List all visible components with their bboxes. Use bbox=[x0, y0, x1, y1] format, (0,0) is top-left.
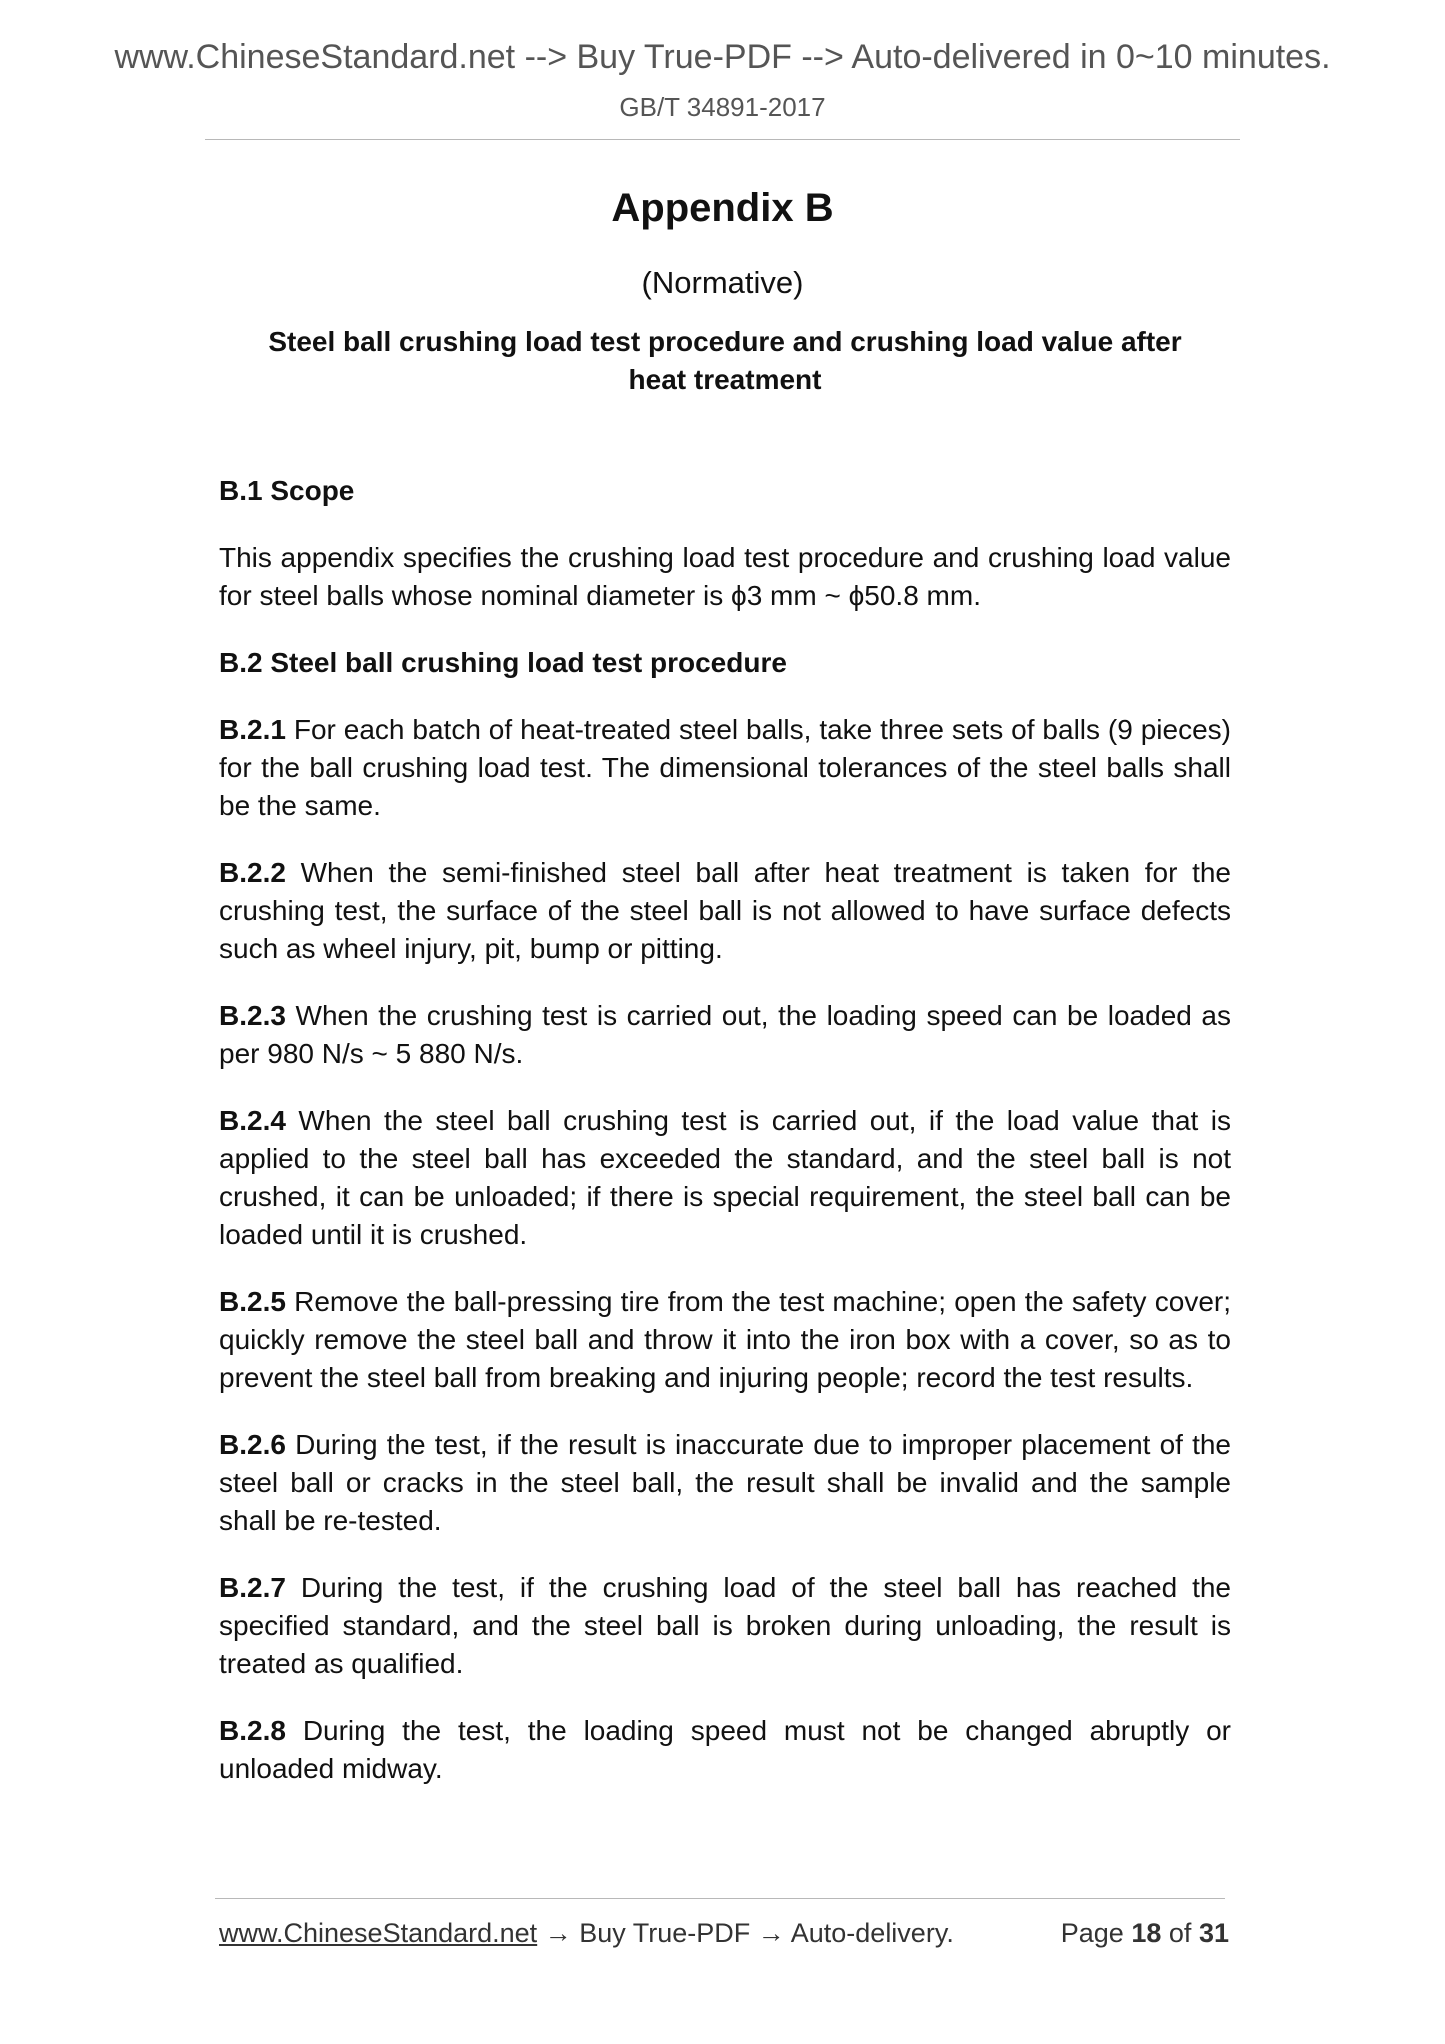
clause-number: B.2.4 bbox=[219, 1105, 286, 1136]
clause-b2-6 bbox=[219, 1426, 1231, 1540]
appendix-heading bbox=[220, 323, 1230, 399]
page-footer bbox=[219, 1918, 1229, 1958]
footer-left bbox=[219, 1918, 954, 1949]
page-of: of bbox=[1168, 1918, 1192, 1948]
clause-number: B.2.3 bbox=[219, 1000, 286, 1031]
clause-text: When the steel ball crushing test is carried out, if the load value that is applied to the steel ball has exceeded the standard, and the steel ball is not crushed, it can be unloaded; if there is special requirement, the steel ball can be loaded until it is crushed. bbox=[219, 1105, 1231, 1250]
page-indicator bbox=[1061, 1918, 1229, 1949]
clause-b2-3 bbox=[219, 997, 1231, 1073]
clause-b2-7 bbox=[219, 1569, 1231, 1683]
header-banner: www.ChineseStandard.net --> Buy True-PDF --> Auto-delivered in 0~10 minutes. bbox=[114, 38, 1331, 76]
clause-b2-2 bbox=[219, 854, 1231, 968]
appendix-title: Appendix B bbox=[611, 186, 834, 230]
clause-b2-4 bbox=[219, 1102, 1231, 1254]
clause-b2-8 bbox=[219, 1712, 1231, 1788]
clause-number: B.2.5 bbox=[219, 1286, 286, 1317]
page-label: Page bbox=[1060, 1918, 1124, 1948]
appendix-type: (Normative) bbox=[641, 265, 804, 300]
clause-b2-5 bbox=[219, 1283, 1231, 1397]
paragraph-b1: This appendix specifies the crushing load test procedure and crushing load value for steel balls whose nominal diameter is ϕ3 mm ~ ϕ50.8 mm. bbox=[219, 542, 1231, 611]
footer-delivery-text: → Buy True-PDF → Auto-delivery. bbox=[537, 1918, 954, 1948]
clause-number: B.2.1 bbox=[219, 714, 286, 745]
clause-text: For each batch of heat-treated steel balls, take three sets of balls (9 pieces) for the ball crushing load test. The dimensional tolerances of the steel balls shall be the same. bbox=[219, 714, 1231, 821]
header-divider bbox=[205, 139, 1240, 140]
document-body bbox=[219, 472, 1231, 1817]
footer-website-link[interactable]: www.ChineseStandard.net bbox=[219, 1918, 538, 1948]
clause-number: B.2.8 bbox=[219, 1715, 286, 1746]
clause-text: When the semi-finished steel ball after heat treatment is taken for the crushing test, the surface of the steel ball is not allowed to have surface defects such as wheel injury, pit, bump or pitting. bbox=[219, 857, 1231, 964]
section-heading-b1: B.1 Scope bbox=[219, 475, 355, 506]
clause-number: B.2.7 bbox=[219, 1572, 286, 1603]
page-current: 18 bbox=[1131, 1918, 1162, 1948]
clause-number: B.2.6 bbox=[219, 1429, 286, 1460]
clause-text: During the test, if the crushing load of the steel ball has reached the specified standard, and the steel ball is broken during unloading, the result is treated as qualified. bbox=[219, 1572, 1231, 1679]
clause-text: Remove the ball-pressing tire from the test machine; open the safety cover; quickly remove the steel ball and throw it into the iron box with a cover, so as to prevent the steel ball from breaking and injuring people; record the test results. bbox=[219, 1286, 1231, 1393]
clause-text: When the crushing test is carried out, the loading speed can be loaded as per 980 N/s ~ 5 880 N/s. bbox=[219, 1000, 1231, 1069]
footer-divider bbox=[215, 1898, 1225, 1899]
clause-number: B.2.2 bbox=[219, 857, 286, 888]
clause-b2-1 bbox=[219, 711, 1231, 825]
page-total: 31 bbox=[1198, 1918, 1229, 1948]
section-heading-b2: B.2 Steel ball crushing load test procedure bbox=[219, 647, 787, 678]
clause-text: During the test, the loading speed must not be changed abruptly or unloaded midway. bbox=[219, 1715, 1231, 1784]
appendix-heading-line2: heat treatment bbox=[628, 364, 822, 395]
clause-text: During the test, if the result is inaccurate due to improper placement of the steel ball or cracks in the steel ball, the result shall be invalid and the sample shall be re-tested. bbox=[219, 1429, 1231, 1536]
document-number: GB/T 34891-2017 bbox=[619, 92, 826, 122]
appendix-heading-line1: Steel ball crushing load test procedure and crushing load value after bbox=[268, 326, 1182, 357]
